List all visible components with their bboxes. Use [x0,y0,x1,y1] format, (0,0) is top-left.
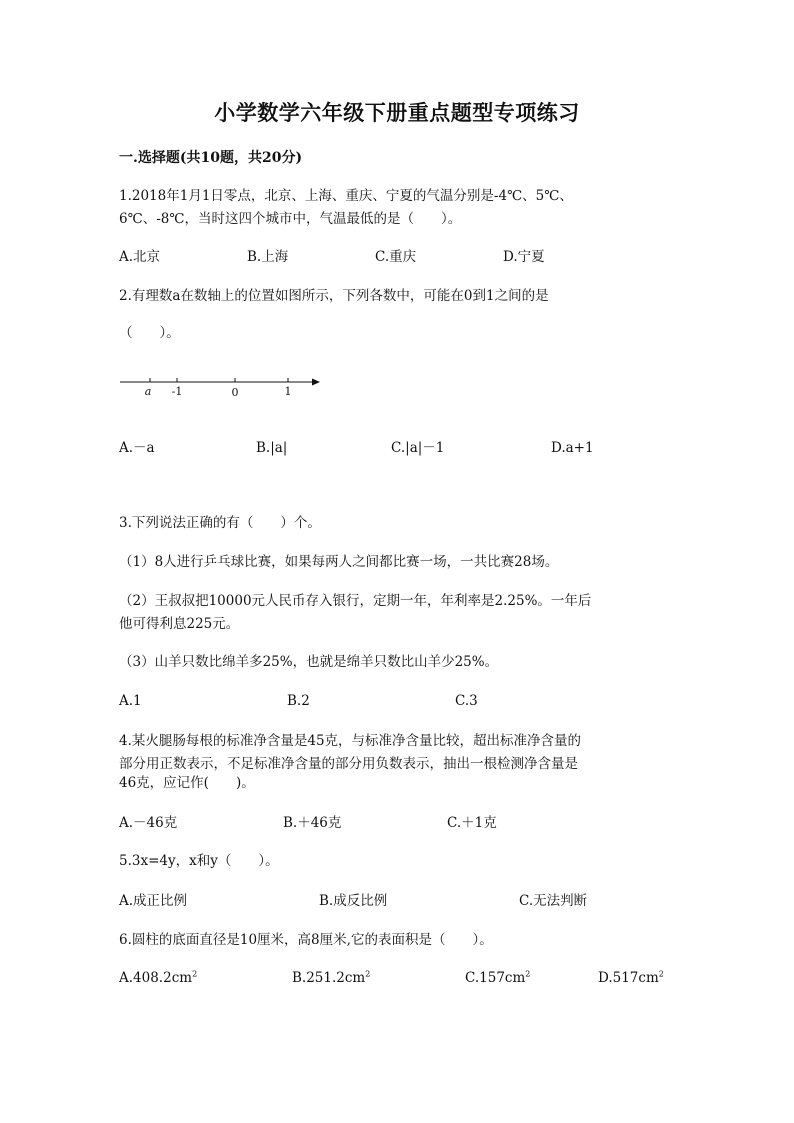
question-3-option-b[interactable]: B.2 [287,693,310,709]
question-5-stem: 5.3x=4y，x和y（ ）。 [119,853,279,869]
question-1-option-d[interactable]: D.宁夏 [503,249,545,265]
question-1-option-c[interactable]: C.重庆 [375,249,417,265]
question-1-option-a[interactable]: A.北京 [119,249,161,265]
option-b-exponent: 2 [365,969,371,979]
question-2-text-line-1: 2.有理数a在数轴上的位置如图所示，下列各数中，可能在0到1之间的是 [119,288,549,304]
option-a-value: A.408.2cm [119,970,193,986]
label-1: 1 [284,385,292,398]
question-6-option-d[interactable] [598,970,664,986]
question-1-option-b[interactable]: B.上海 [247,249,289,265]
question-4-text-line-2: 部分用正数表示，不足标准净含量的部分用负数表示，抽出一根检测净含量是 [119,756,578,772]
question-6-option-b[interactable] [292,970,370,986]
question-6-stem: 6.圆柱的底面直径是10厘米，高8厘米,它的表面积是（ ）。 [119,932,493,948]
page-title: 小学数学六年级下册重点题型专项练习 [214,100,580,125]
question-3-stem: 3.下列说法正确的有（ ）个。 [119,515,321,531]
question-4-text-line-1: 4.某火腿肠每根的标准净含量是45克，与标准净含量比较，超出标准净含量的 [119,733,582,749]
question-2-option-b[interactable]: B.|a| [256,440,288,456]
label-0: 0 [231,386,239,399]
option-d-exponent: 2 [658,969,664,979]
question-6-option-c[interactable] [465,970,530,986]
question-1-text-line-2: 6℃、-8℃，当时这四个城市中，气温最低的是（ ）。 [119,211,462,227]
section-heading: 一.选择题(共10题，共20分) [119,150,303,166]
option-d-value: D.517cm [598,970,659,986]
label-minus-1: -1 [171,385,183,398]
question-1-text-line-1: 1.2018年1月1日零点，北京、上海、重庆、宁夏的气温分别是-4℃、5℃、 [119,188,573,204]
question-3-statement-3: （3）山羊只数比绵羊多25%，也就是绵羊只数比山羊少25%。 [119,654,499,670]
question-2-option-a[interactable]: A.－a [119,440,155,456]
option-c-value: C.157cm [465,970,526,986]
question-2-option-d[interactable]: D.a+1 [551,440,594,456]
question-6-option-a[interactable] [119,970,197,986]
question-5-option-a[interactable]: A.成正比例 [119,893,188,909]
option-c-exponent: 2 [525,969,531,979]
question-3-option-c[interactable]: C.3 [455,693,478,709]
option-a-exponent: 2 [192,969,198,979]
question-5-option-b[interactable]: B.成反比例 [319,893,388,909]
question-3-statement-2-line-1: （2）王叔叔把10000元人民币存入银行，定期一年，年利率是2.25%。一年后 [119,593,592,609]
option-b-value: B.251.2cm [292,970,366,986]
question-2-text-line-2: （ ）。 [119,325,180,341]
number-line-figure [115,368,330,404]
label-a: a [144,385,152,398]
number-line-arrow-icon [312,379,320,386]
question-4-option-b[interactable]: B.＋46克 [283,815,342,831]
question-3-option-a[interactable]: A.1 [119,693,142,709]
question-2-option-c[interactable]: C.|a|－1 [391,440,445,456]
question-3-statement-1: （1）8人进行乒乓球比赛，如果每两人之间都比赛一场，一共比赛28场。 [119,554,559,570]
question-4-text-line-3: 46克，应记作( )。 [119,775,255,791]
question-4-option-a[interactable]: A.－46克 [119,815,178,831]
question-4-option-c[interactable]: C.＋1克 [447,815,497,831]
question-5-option-c[interactable]: C.无法判断 [519,893,588,909]
question-3-statement-2-line-2: 他可得利息225元。 [119,616,240,632]
